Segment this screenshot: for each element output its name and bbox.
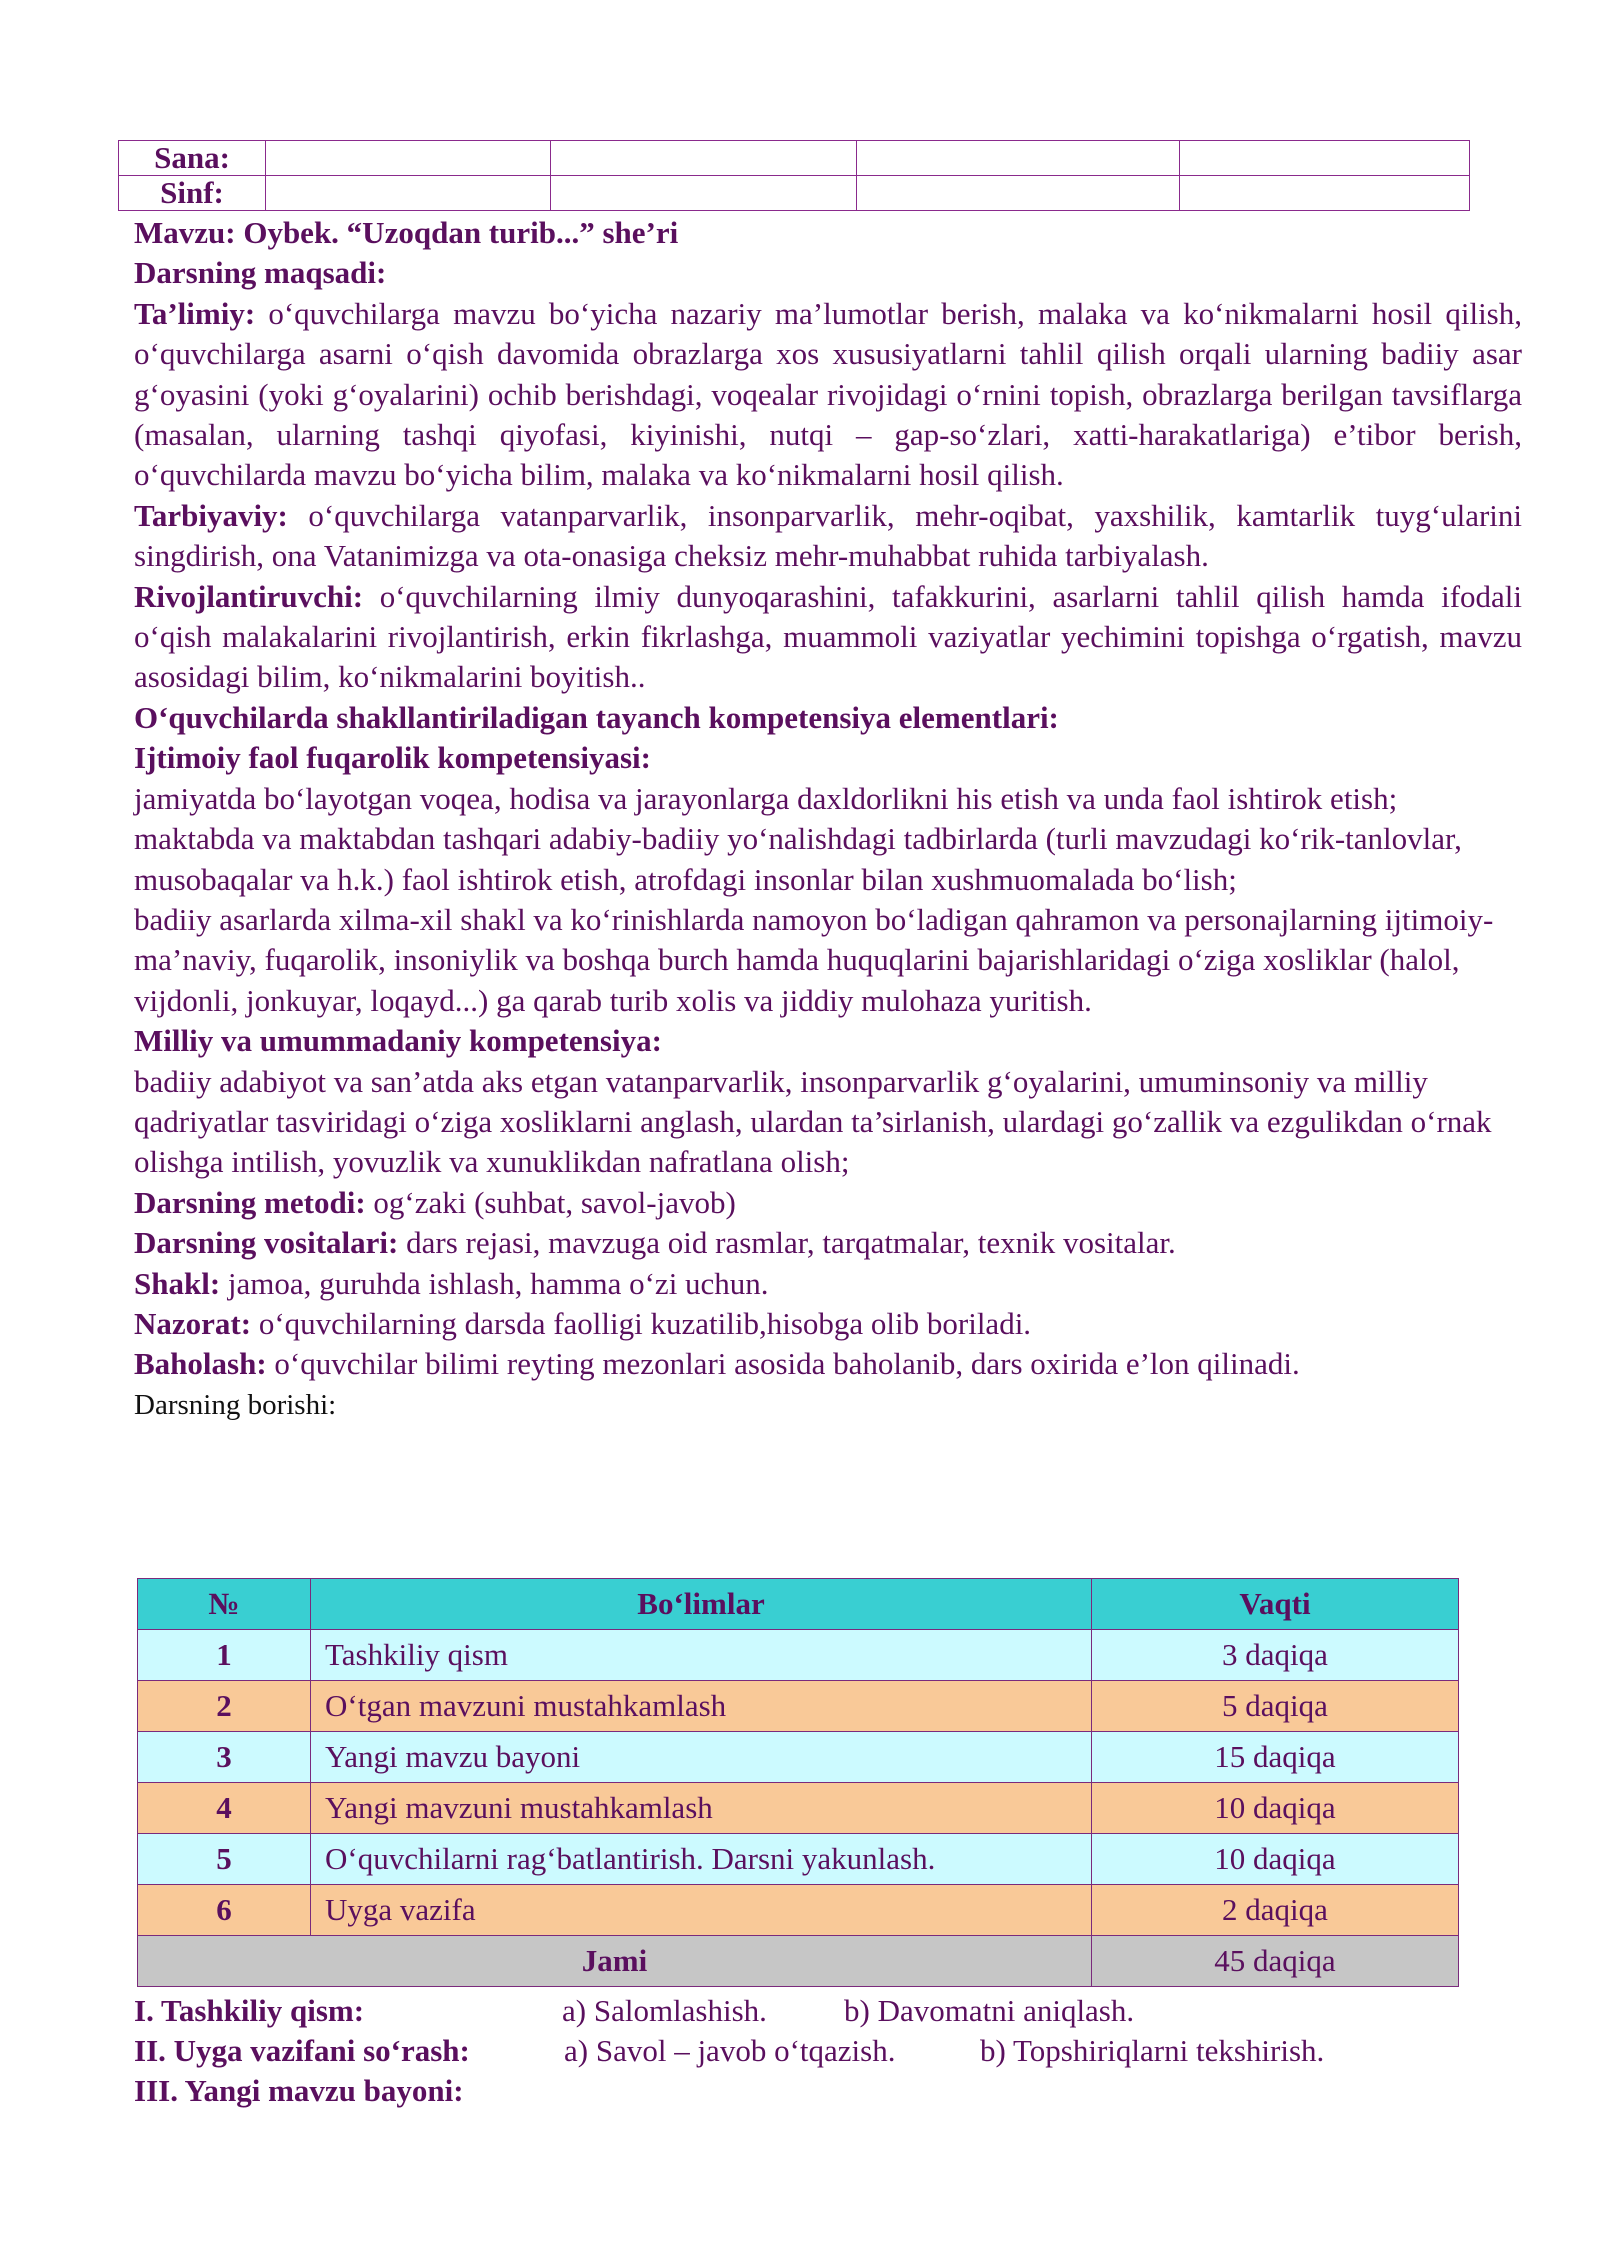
step-row: [134, 2071, 1522, 2111]
table-row: [138, 1783, 1459, 1834]
sinf-cell-1: [266, 176, 551, 211]
lesson-progress-title: Darsning borishi:: [134, 1388, 337, 1421]
developmental-goal-label: Rivojlantiruvchi:: [134, 578, 364, 614]
sana-row: [119, 141, 1470, 176]
sinf-cell-3: [857, 176, 1180, 211]
row-time: 5 daqiqa: [1092, 1681, 1459, 1732]
row-number: 6: [138, 1885, 311, 1936]
table-row: [138, 1732, 1459, 1783]
civic-competence-item: badiiy asarlarda xilma-xil shakl va ko‘rinishlarda namoyon bo‘ladigan qahramon va personajlarning ijtimoiy-ma’naviy, fuqarolik, insoniylik va boshqa burch hamda huquqlarini bajarishlaridagi o‘ziga xosliklar (halol, vijdonli, jonkuyar, loqayd...) ga qarab turib xolis va jiddiy mulohaza yuritish.: [134, 901, 1494, 1018]
method-line: [134, 1183, 1522, 1223]
total-label: Jami: [138, 1936, 1092, 1987]
table-row: [138, 1681, 1459, 1732]
row-time: 15 daqiqa: [1092, 1732, 1459, 1783]
row-section: Yangi mavzuni mustahkamlash: [311, 1783, 1092, 1834]
row-time: 10 daqiqa: [1092, 1783, 1459, 1834]
sinf-label: Sinf:: [119, 176, 266, 211]
table-row: [138, 1834, 1459, 1885]
row-number: 3: [138, 1732, 311, 1783]
grading-label: Baholash:: [134, 1346, 267, 1382]
tools-label: Darsning vositalari:: [134, 1225, 399, 1261]
row-number: 2: [138, 1681, 311, 1732]
header-time: Vaqti: [1092, 1579, 1459, 1630]
competence-title: O‘quvchilarda shakllantiriladigan tayanch kompetensiya elementlari:: [134, 699, 1059, 735]
sinf-cell-2: [551, 176, 857, 211]
upbringing-goal-label: Tarbiyaviy:: [134, 497, 288, 533]
step-item-b: b) Davomatni aniqlash.: [844, 1993, 1135, 2028]
control-line: [134, 1304, 1522, 1344]
tools-line: [134, 1223, 1522, 1263]
date-class-table: [118, 140, 1470, 211]
grading-text: o‘quvchilar bilimi reyting mezonlari asosida baholanib, dars oxirida e’lon qilinadi.: [266, 1346, 1300, 1382]
step-item-b: b) Topshiriqlarni tekshirish.: [980, 2033, 1325, 2068]
upbringing-goal-text: o‘quvchilarga vatanparvarlik, insonparvarlik, mehr-oqibat, yaxshilik, kamtarlik tuyg‘ularini singdirish, ona Vatanimizga va ota-onasiga cheksiz mehr-muhabbat ruhida tarbiyalash.: [134, 497, 1522, 574]
table-total-row: [138, 1936, 1459, 1987]
row-section: Tashkiliy qism: [311, 1630, 1092, 1681]
table-row: [138, 1885, 1459, 1936]
form-text: jamoa, guruhda ishlash, hamma o‘zi uchun.: [220, 1265, 769, 1301]
row-section: Yangi mavzu bayoni: [311, 1732, 1092, 1783]
method-text: og‘zaki (suhbat, savol-javob): [365, 1184, 736, 1220]
step-item-a: a) Salomlashish.: [562, 1993, 767, 2028]
developmental-goal-text: o‘quvchilarning ilmiy dunyoqarashini, tafakkurini, asarlarni tahlil qilish hamda ifodali o‘qish malakalarini rivojlantirish, erkin fikrlashga, muammoli vaziyatlar yechimini topishga o‘rgatish, mavzu asosidagi bilim, ko‘nikmalarini boyitish..: [134, 578, 1522, 695]
row-number: 5: [138, 1834, 311, 1885]
step-label: III. Yangi mavzu bayoni:: [134, 2073, 464, 2108]
sana-cell-1: [266, 141, 551, 176]
topic-title: Mavzu: Oybek. “Uzoqdan turib...” she’ri: [134, 215, 679, 250]
row-section: O‘quvchilarni rag‘batlantirish. Darsni yakunlash.: [311, 1834, 1092, 1885]
grading-line: [134, 1344, 1522, 1384]
civic-competence-title: Ijtimoiy faol fuqarolik kompetensiyasi:: [134, 740, 651, 776]
row-number: 1: [138, 1630, 311, 1681]
table-header-row: [138, 1579, 1459, 1630]
form-label: Shakl:: [134, 1265, 221, 1301]
step-item-a: a) Savol – javob o‘tqazish.: [564, 2033, 896, 2068]
control-text: o‘quvchilarning darsda faolligi kuzatilib,hisobga olib boriladi.: [251, 1305, 1032, 1341]
total-time: 45 daqiqa: [1092, 1936, 1459, 1987]
step-label: II. Uyga vazifani so‘rash:: [134, 2033, 470, 2068]
sinf-row: [119, 176, 1470, 211]
educational-goal-label: Ta’limiy:: [134, 295, 256, 331]
educational-goal: [134, 294, 1522, 496]
step-row: [134, 1991, 1522, 2031]
educational-goal-text: o‘quvchilarga mavzu bo‘yicha nazariy ma’lumotlar berish, malaka va ko‘nikmalarni hosil qilish, o‘quvchilarga asarni o‘qish davomida obrazlarga xos xususiyatlarni tahlil qilish orqali ularning badiiy asar g‘oyasini (yoki g‘oyalarini) ochib berishdagi, voqealar rivojidagi o‘rnini topish, obrazlarga berilgan tavsiflarga (masalan, ularning tashqi qiyofasi, kiyinishi, nutqi – gap-so‘zlari, xatti-harakatlariga) e’tibor berish, o‘quvchilarda mavzu bo‘yicha bilim, malaka va ko‘nikmalarni hosil qilish.: [134, 295, 1522, 493]
row-number: 4: [138, 1783, 311, 1834]
form-line: [134, 1264, 1522, 1304]
row-section: O‘tgan mavzuni mustahkamlash: [311, 1681, 1092, 1732]
method-label: Darsning metodi:: [134, 1184, 366, 1220]
lesson-content: [134, 213, 1522, 1425]
step-label: I. Tashkiliy qism:: [134, 1993, 365, 2028]
cultural-competence-title: Milliy va umummadaniy kompetensiya:: [134, 1023, 662, 1059]
sinf-cell-4: [1180, 176, 1470, 211]
civic-competence-item: maktabda va maktabdan tashqari adabiy-badiiy yo‘nalishdagi tadbirlarda (turli mavzudagi ko‘rik-tanlovlar, musobaqalar va h.k.) faol ishtirok etish, atrofdagi insonlar bilan xushmuomalada bo‘lish;: [134, 821, 1462, 897]
header-sections: Bo‘limlar: [311, 1579, 1092, 1630]
tools-text: dars rejasi, mavzuga oid rasmlar, tarqatmalar, texnik vositalar.: [398, 1225, 1176, 1261]
header-number: №: [138, 1579, 311, 1630]
developmental-goal: [134, 577, 1522, 698]
table-row: [138, 1630, 1459, 1681]
row-time: 3 daqiqa: [1092, 1630, 1459, 1681]
control-label: Nazorat:: [134, 1305, 252, 1341]
cultural-competence-text: badiiy adabiyot va san’atda aks etgan vatanparvarlik, insonparvarlik g‘oyalarini, umuminsoniy va milliy qadriyatlar tasviridagi o‘ziga xosliklarni anglash, ulardan ta’sirlanish, ulardagi go‘zallik va ezgulikdan o‘rnak olishga intilish, yovuzlik va xunuklikdan nafratlana olish;: [134, 1063, 1492, 1180]
row-time: 10 daqiqa: [1092, 1834, 1459, 1885]
upbringing-goal: [134, 496, 1522, 577]
sana-cell-4: [1180, 141, 1470, 176]
goals-title: Darsning maqsadi:: [134, 255, 387, 291]
sana-cell-2: [551, 141, 857, 176]
row-section: Uyga vazifa: [311, 1885, 1092, 1936]
lesson-steps: [134, 1991, 1522, 2111]
row-time: 2 daqiqa: [1092, 1885, 1459, 1936]
lesson-stages-table: [137, 1578, 1459, 1987]
civic-competence-item: jamiyatda bo‘layotgan voqea, hodisa va jarayonlarga daxldorlikni his etish va unda faol ishtirok etish;: [134, 780, 1398, 816]
step-row: [134, 2031, 1522, 2071]
sana-label: Sana:: [119, 141, 266, 176]
sana-cell-3: [857, 141, 1180, 176]
